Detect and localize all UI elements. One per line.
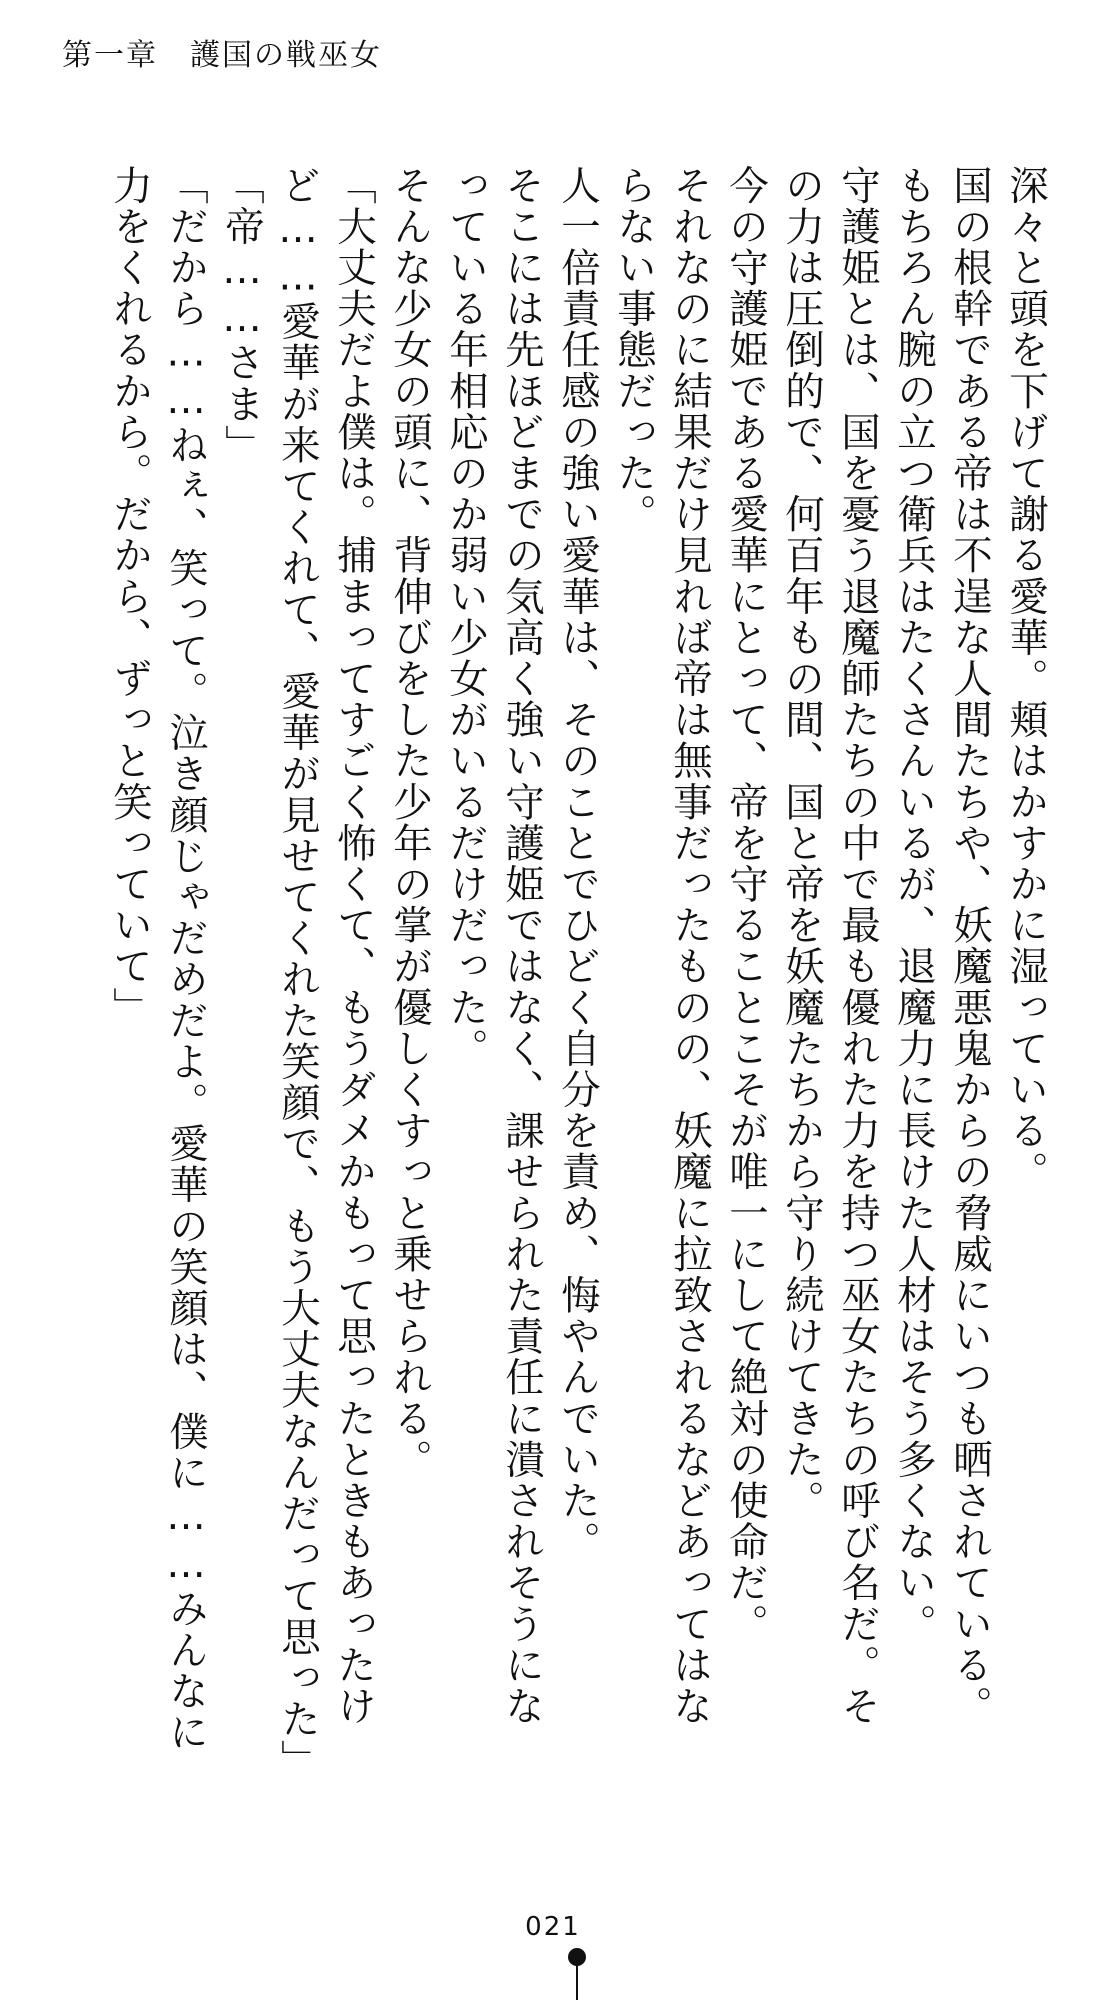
- body-text: [54, 165, 1054, 1781]
- paragraph: 守護姫とは、国を憂う退魔師たちの中で最も優れた力を持つ巫女たちの呼び名だ。その力は圧倒的で、何百年もの間、国と帝を妖魔たちから守り続けてきた。: [779, 165, 881, 1727]
- paragraph: 「だから……ねぇ、笑って。泣き顔じゃだめだよ。愛華の笑顔は、僕に……みんなに力をくれるから。だから、ずっと笑っていて」: [107, 165, 209, 1753]
- paragraph: 「帝……さま」: [219, 165, 265, 466]
- paragraph: それなのに結果だけ見れば帝は無事だったものの、妖魔に拉致されるなどあってはならない事態だった。: [611, 165, 713, 1727]
- paragraph: 人一倍責任感の強い愛華は、そのことでひどく自分を責め、悔やんでいた。: [555, 165, 601, 1563]
- page-marker-line: [576, 1964, 578, 2000]
- paragraph: そこには先ほどまでの気高く強い守護姫ではなく、課せられた責任に潰されそうになっている年相応のか弱い少女がいるだけだった。: [443, 165, 545, 1727]
- paragraph: 今の守護姫である愛華にとって、帝を守ることこそが唯一にして絶対の使命だ。: [723, 165, 769, 1645]
- paragraph: そんな少女の頭に、背伸びをした少年の掌が優しくすっと乗せられる。: [387, 165, 433, 1481]
- page-number: 021: [525, 1912, 581, 1942]
- paragraph: 深々と頭を下げて謝る愛華。頬はかすかに湿っている。: [1003, 165, 1049, 1193]
- running-head: 第一章 護国の戦巫女: [62, 38, 382, 73]
- paragraph: 国の根幹である帝は不逞な人間たちや、妖魔悪鬼からの脅威にいつも晒されている。もちろん腕の立つ衛兵はたくさんいるが、退魔力に長けた人材はそう多くない。: [891, 165, 993, 1727]
- paragraph: 「大丈夫だよ僕は。捕まってすごく怖くて、もうダメかもって思ったときもあったけど……愛華が来てくれて、愛華が見せてくれた笑顔で、もう大丈夫なんだって思った」: [275, 165, 377, 1781]
